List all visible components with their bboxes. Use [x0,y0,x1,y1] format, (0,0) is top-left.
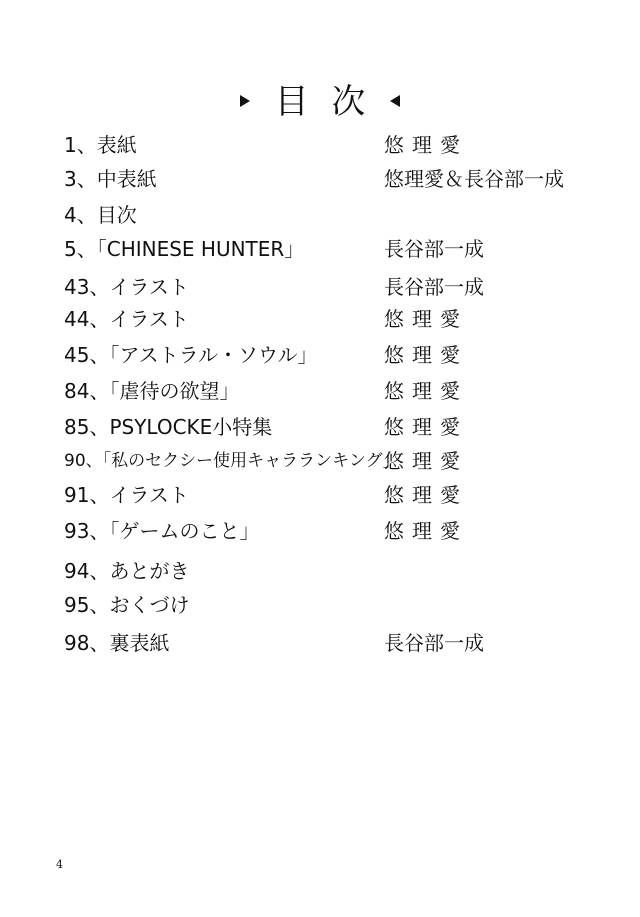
toc-entry [64,628,604,658]
toc-entry-label: 98、裏表紙 [64,631,170,655]
toc-entry [64,516,604,546]
toc-entry-label: 95、おくづけ [64,593,190,617]
toc-entry [64,234,604,264]
toc-entry [64,200,604,230]
toc-entry-author: 長谷部一成 [384,631,484,655]
toc-entry [64,412,604,442]
toc-entry-author: 悠理愛 [384,415,468,439]
toc-entry-author: 悠理愛 [384,379,468,403]
toc-entry-label: 84、「虐待の欲望」 [64,379,240,403]
toc-entry-label: 44、イラスト [64,307,189,331]
page-number: 4 [56,858,63,871]
toc-entry-author: 長谷部一成 [384,275,484,299]
toc-entry [64,164,604,194]
triangle-left-icon [390,95,400,107]
toc-entry-label: 5、「CHINESE HUNTER」 [64,237,305,261]
toc-entry [64,446,604,476]
toc-entry-author: 長谷部一成 [384,237,484,261]
toc-entry-label: 91、イラスト [64,483,189,507]
toc-entry-author: 悠理愛 [384,519,468,543]
toc-entry-author: 悠理愛 [384,133,468,157]
toc-entry-author: 悠理愛＆長谷部一成 [384,167,564,191]
toc-entry-label: 3、中表紙 [64,167,157,191]
toc-entry [64,340,604,370]
toc-entry-label: 43、イラスト [64,275,189,299]
toc-entry [64,480,604,510]
toc-entry-author: 悠理愛 [384,307,468,331]
toc-title [0,74,640,123]
toc-title-text: 目 次 [274,82,372,122]
toc-entry-author: 悠理愛 [384,483,468,507]
toc-entry-author: 悠理愛 [384,343,468,367]
toc-entry [64,272,604,302]
toc-entry-label: 4、目次 [64,203,137,227]
toc-entry-label: 90、「私のセクシー使用キャラランキング」 [64,451,400,471]
toc-entry [64,130,604,160]
toc-entry-label: 85、PSYLOCKE小特集 [64,415,273,439]
toc-entry-author: 悠理愛 [384,449,468,473]
toc-entry-label: 1、表紙 [64,133,137,157]
toc-entry [64,590,604,620]
toc-entry-label: 93、「ゲームのこと」 [64,519,260,543]
toc-entry-label: 94、あとがき [64,559,190,583]
toc-entry [64,376,604,406]
triangle-right-icon [240,95,250,107]
toc-entry-label: 45、「アストラル・ソウル」 [64,343,318,367]
toc-entry [64,556,604,586]
toc-entry [64,304,604,334]
